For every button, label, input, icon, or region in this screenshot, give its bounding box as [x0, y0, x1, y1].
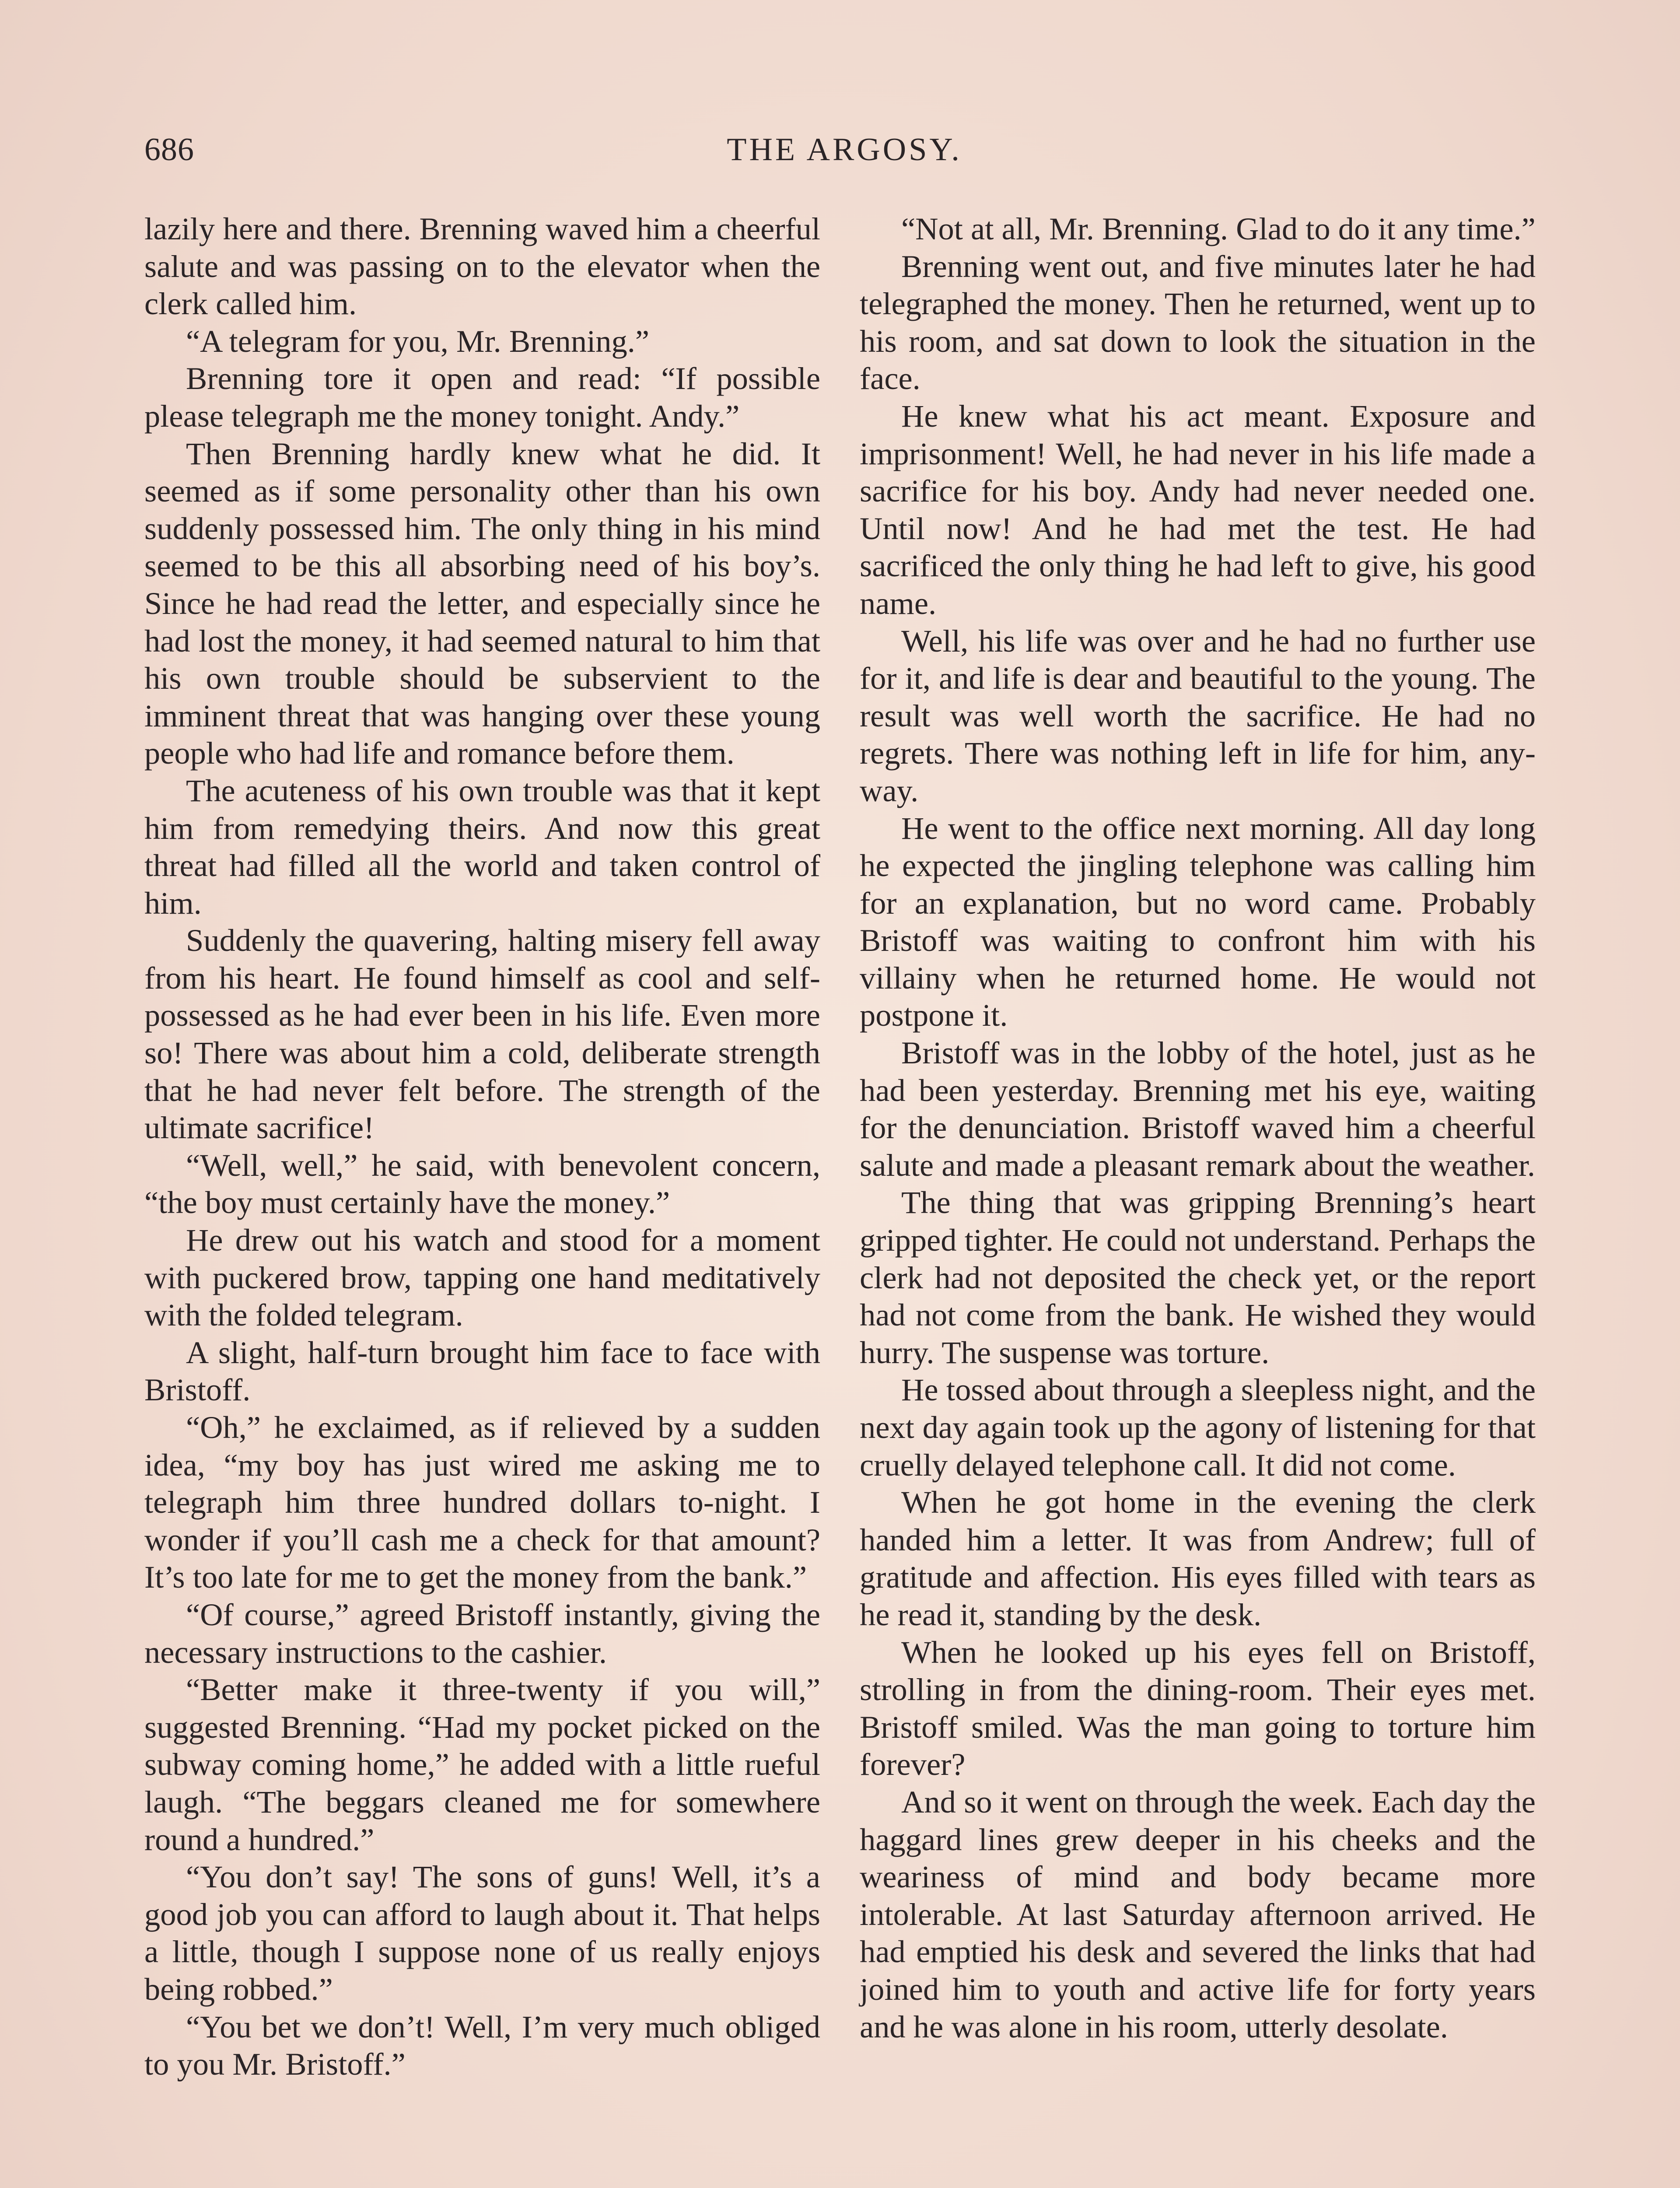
paragraph: Suddenly the quavering, halting misery fell away from his heart. He found himself as cool and self-possessed as he had ever been in his life. Even more so! There was about him a cold, deliberate strength that he had never felt before. The strength of the ultimate sacrifice!	[144, 922, 820, 1146]
paragraph: “Of course,” agreed Bristoff instantly, giving the necessary instructions to the cashier.	[144, 1596, 820, 1670]
paragraph: He tossed about through a sleepless night, and the next day again took up the agony of listening for that cruelly delayed telephone call. It did not come.	[860, 1372, 1536, 1483]
paragraph: He drew out his watch and stood for a moment with puckered brow, tapping one hand meditatively with the folded telegram.	[144, 1222, 820, 1333]
paragraph: lazily here and there. Brenning waved him a cheerful salute and was passing on to the elevator when the clerk called him.	[144, 211, 820, 322]
paragraph: Brenning tore it open and read: “If possible please telegraph me the money tonight. Andy.”	[144, 361, 820, 434]
paragraph: “Not at all, Mr. Brenning. Glad to do it any time.”	[901, 211, 1536, 246]
running-title: THE ARGOSY.	[727, 132, 962, 168]
paragraph: “Oh,” he exclaimed, as if relieved by a sudden idea, “my boy has just wired me asking me to telegraph him three hundred dollars to-night. I wonder if you’ll cash me a check for that amount? It’s too late for me to get the money from the bank.”	[144, 1410, 820, 1595]
paragraph: Then Brenning hardly knew what he did. It seemed as if some personality other than his own suddenly possessed him. The only thing in his mind seemed to be this all absorbing need of his boy’s. Since he had read the letter, and especially since he had lost the money, it had seemed natural to him that his own trouble should be subservient to the imminent threat that was hanging over these young people who had life and romance before them.	[144, 435, 820, 771]
paragraph: And so it went on through the week. Each day the haggard lines grew deeper in his cheeks and the weariness of mind and body became more intolerable. At last Saturday afternoon arrived. He had emptied his desk and severed the links that had joined him to youth and active life for forty years and he was alone in his room, utterly desolate.	[860, 1784, 1536, 2044]
paragraph: “Better make it three-twenty if you will,” suggested Brenning. “Had my pocket picked on the subway coming home,” he added with a little rueful laugh. “The beggars cleaned me for somewhere round a hundred.”	[144, 1672, 820, 1857]
paragraph: Bristoff was in the lobby of the hotel, just as he had been yesterday. Brenning met his eye, waiting for the denunciation. Bristoff waved him a cheerful salute and made a pleasant remark about the weather.	[860, 1035, 1536, 1183]
paragraph: He went to the office next morning. All day long he expected the jingling telephone was calling him for an explanation, but no word came. Probably Bristoff was waiting to confront him with his villainy when he returned home. He would not postpone it.	[860, 810, 1536, 1033]
paragraph: The acuteness of his own trouble was that it kept him from remedying theirs. And now this great threat had filled all the world and taken control of him.	[144, 772, 820, 921]
paragraph: The thing that was gripping Brenning’s heart gripped tighter. He could not understand. Perhaps the clerk had not deposited the check yet, or the report had not come from the bank. He wished they would hurry. The suspense was torture.	[860, 1185, 1536, 1370]
left-text-column	[144, 210, 820, 2083]
paragraph: When he got home in the evening the clerk handed him a letter. It was from Andrew; full of gratitude and affection. His eyes filled with tears as he read it, standing by the desk.	[860, 1484, 1536, 1632]
paragraph: Brenning went out, and five minutes later he had telegraphed the money. Then he returned, went up to his room, and sat down to look the situation in the face.	[860, 248, 1536, 396]
paragraph: “You don’t say! The sons of guns! Well, it’s a good job you can afford to laugh about it. That helps a little, though I suppose none of us really enjoys being robbed.”	[144, 1859, 820, 2007]
paragraph: A slight, half-turn brought him face to face with Bristoff.	[144, 1334, 820, 1408]
right-text-column	[860, 210, 1536, 2045]
paragraph: “You bet we don’t! Well, I’m very much obliged to you Mr. Bristoff.”	[144, 2009, 820, 2082]
paragraph: “A telegram for you, Mr. Brenning.”	[186, 323, 650, 359]
paragraph: When he looked up his eyes fell on Bristoff, strolling in from the dining-room. Their eyes met. Bristoff smiled. Was the man going to torture him forever?	[860, 1634, 1536, 1782]
paragraph: “Well, well,” he said, with benevolent concern, “the boy must certainly have the money.”	[144, 1147, 820, 1220]
paragraph: He knew what his act meant. Exposure and imprisonment! Well, he had never in his life made a sacrifice for his boy. Andy had never needed one. Until now! And he had met the test. He had sacrificed the only thing he had left to give, his good name.	[860, 398, 1536, 621]
page-header	[144, 131, 1544, 184]
paragraph: Well, his life was over and he had no further use for it, and life is dear and beautiful to the young. The result was well worth the sacrifice. He had no regrets. There was nothing left in life for him, anyway.	[860, 623, 1536, 808]
page-number: 686	[144, 132, 194, 168]
